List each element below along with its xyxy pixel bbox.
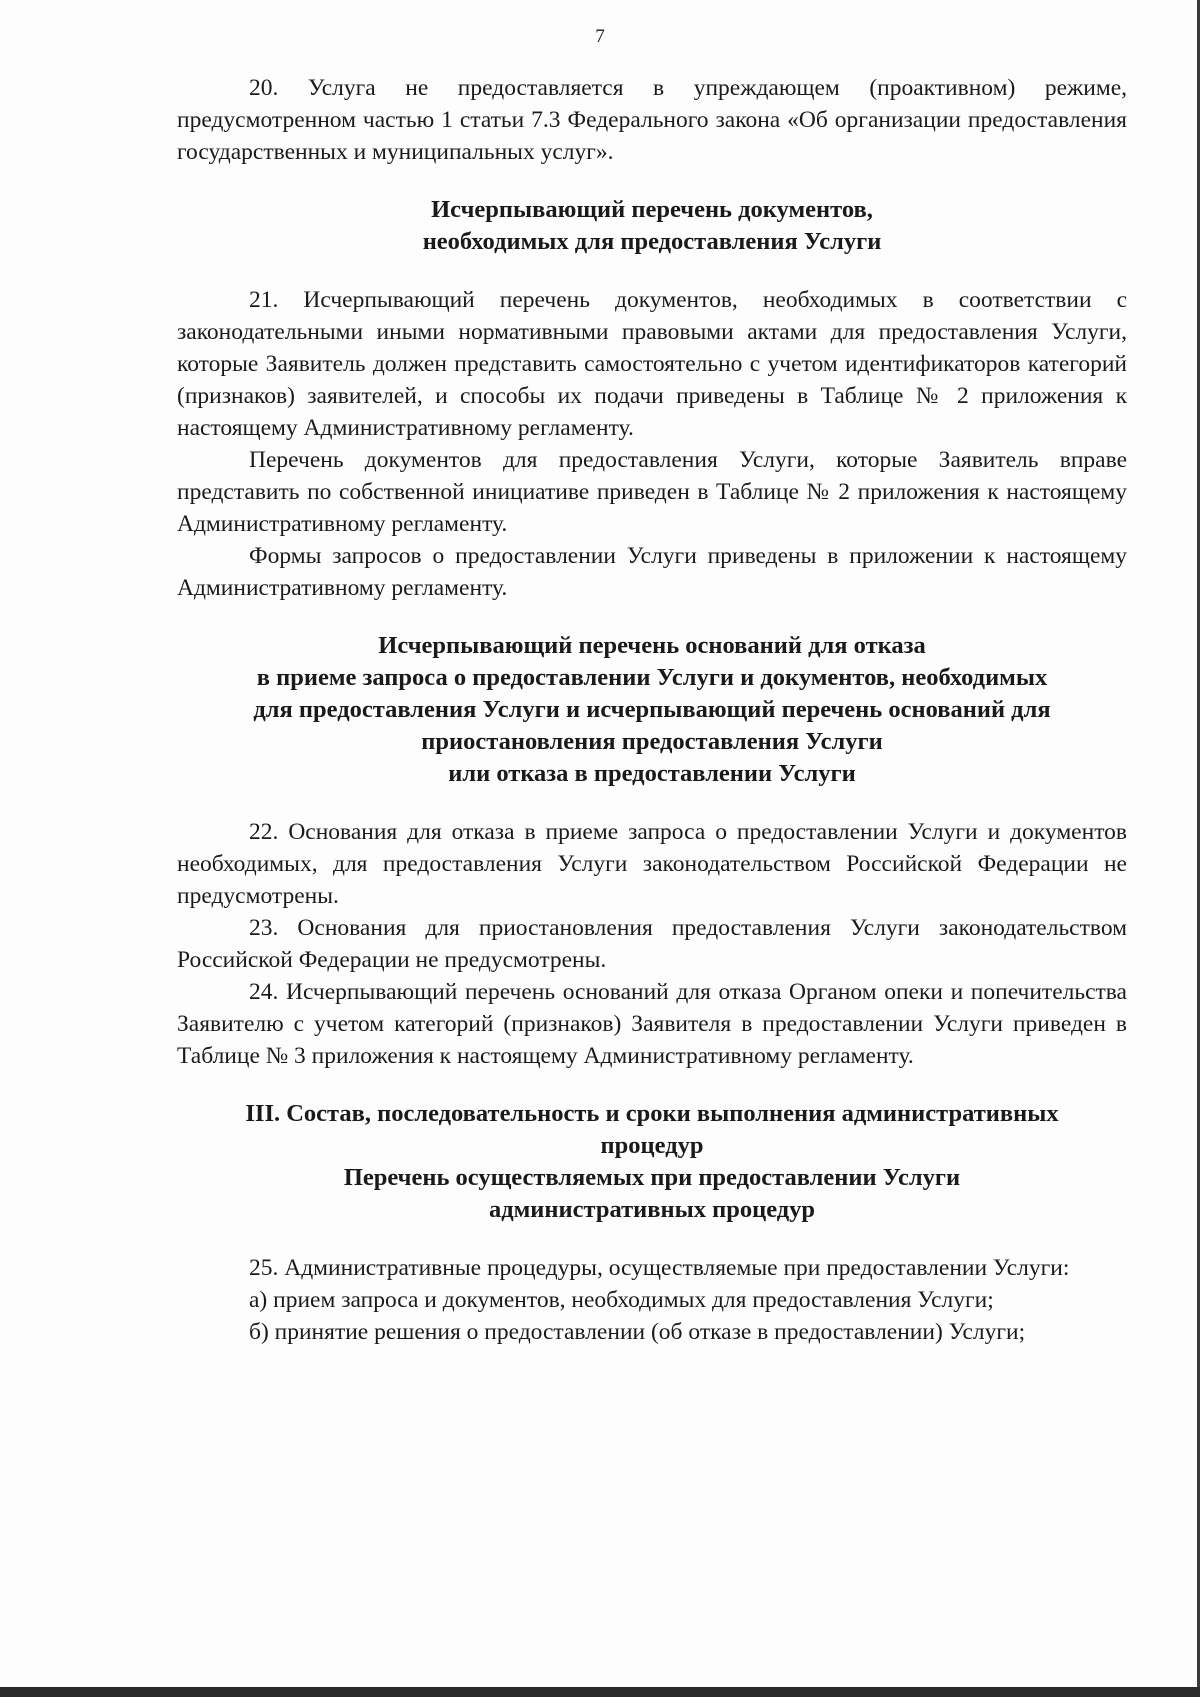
paragraph-request-forms: Формы запросов о предоставлении Услуги приведены в приложении к настоящему Административному регламенту. <box>177 543 1127 601</box>
paragraph-21: 21. Исчерпывающий перечень документов, необходимых в соответствии с законодательными иными нормативными правовыми актами для предоставления Услуги, которые Заявитель должен представить самостоятельно с учетом идентификаторов категорий (признаков) заявителей, и способы их подачи приведены в Таблице № 2 приложения к настоящему Административному регламенту. <box>177 287 1127 441</box>
heading-line: или отказа в предоставлении Услуги <box>448 760 856 787</box>
heading-line: в приеме запроса о предоставлении Услуги и документов, необходимых <box>256 664 1048 691</box>
heading-line: необходимых для предоставления Услуги <box>422 228 882 255</box>
heading-line: приостановления предоставления Услуги <box>421 728 883 755</box>
paragraph-20: 20. Услуга не предоставляется в упреждающем (проактивном) режиме, предусмотренном частью 1 статьи 7.3 Федерального закона «Об организации предоставления государственных и муниципальных услуг». <box>177 75 1127 165</box>
document-body <box>177 72 1127 1348</box>
paragraph-24: 24. Исчерпывающий перечень оснований для отказа Органом опеки и попечительства Заявителю с учетом категорий (признаков) Заявителя в предоставлении Услуги приведен в Таблице № 3 приложения к настоящему Административному регламенту. <box>177 979 1127 1069</box>
heading-line: процедур <box>600 1132 704 1159</box>
heading-line: Перечень осуществляемых при предоставлении Услуги <box>343 1164 961 1191</box>
heading-section-iii <box>177 1098 1127 1226</box>
heading-line: административных процедур <box>488 1196 816 1223</box>
paragraph-optional-documents: Перечень документов для предоставления Услуги, которые Заявитель вправе представить по собственной инициативе приведен в Таблице № 2 приложения к настоящему Административному регламенту. <box>177 447 1127 537</box>
paragraph-22: 22. Основания для отказа в приеме запроса о предоставлении Услуги и документов необходимых, для предоставления Услуги законодательством Российской Федерации не предусмотрены. <box>177 819 1127 909</box>
list-item-a: а) прием запроса и документов, необходимых для предоставления Услуги; <box>249 1287 994 1313</box>
heading-refusal-grounds <box>177 630 1127 790</box>
heading-line: для предоставления Услуги и исчерпывающий перечень оснований для <box>253 696 1051 723</box>
heading-line: Исчерпывающий перечень документов, <box>431 196 873 223</box>
scan-edge-bottom <box>0 1687 1200 1697</box>
heading-line: III. Состав, последовательность и сроки выполнения административных <box>245 1100 1059 1127</box>
paragraph-25: 25. Административные процедуры, осуществляемые при предоставлении Услуги: <box>249 1255 1070 1281</box>
heading-line: Исчерпывающий перечень оснований для отказа <box>378 632 926 659</box>
paragraph-23: 23. Основания для приостановления предоставления Услуги законодательством Российской Федерации не предусмотрены. <box>177 915 1127 973</box>
page-number: 7 <box>595 26 605 47</box>
heading-documents-list <box>177 194 1127 258</box>
list-item-b: б) принятие решения о предоставлении (об отказе в предоставлении) Услуги; <box>249 1319 1026 1345</box>
